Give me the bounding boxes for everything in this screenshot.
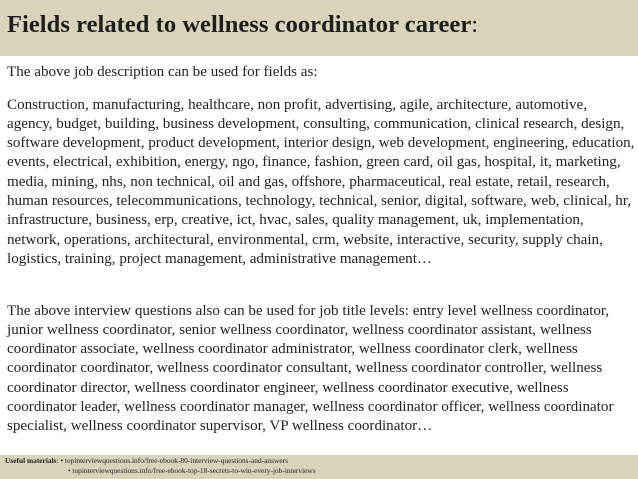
levels-paragraph: The above interview questions also can be used for job title levels: entry level wellness coordinator, junior wellness coordinator, senior wellness coordinator, wellness coordinator assistant, wellness coordinator associate, wellness coordinator administrator, wellness coordinator clerk, wellness coordinator coordinator, wellness coordinator consultant, wellness coordinator controller, wellness coordinator director, wellness coordinator engineer, wellness coordinator executive, wellness coordinator leader, wellness coordinator manager, wellness coordinator officer, wellness coordinator specialist, wellness coordinator supervisor, VP wellness coordinator…	[7, 302, 614, 435]
page-title-text: Fields related to wellness coordinator career	[7, 11, 472, 38]
title-bar	[0, 0, 638, 56]
footer-link-2[interactable]: • topinterviewquestions.info/free-ebook-top-18-secrets-to-win-every-job-interviews	[68, 466, 316, 475]
footer-link-1[interactable]: • topinterviewquestions.info/free-ebook-80-interview-questions-and-answers	[60, 456, 288, 465]
footer-line-2	[5, 466, 316, 476]
footer-line-1	[5, 456, 288, 466]
footer-label: Useful materials	[5, 456, 57, 465]
footer-separator: :	[56, 456, 61, 465]
page-title	[7, 11, 478, 39]
intro-paragraph: The above job description can be used for fields as:	[7, 64, 318, 80]
page-title-colon: :	[471, 11, 479, 38]
fields-paragraph: Construction, manufacturing, healthcare, non profit, advertising, agile, architecture, automotive, agency, budget, building, business development, consulting, communication, clinical research, design, software development, product development, interior design, web development, engineering, education, events, electrical, exhibition, energy, ngo, finance, fashion, green card, oil gas, hospital, it, marketing, media, mining, nhs, non technical, oil and gas, offshore, pharmaceutical, real estate, retail, research, human resources, telecommunications, technology, technical, senior, digital, software, web, clinical, hr, infrastructure, business, erp, creative, ict, hvac, sales, quality management, uk, implementation, network, operations, architectural, environmental, crm, website, interactive, security, supply chain, logistics, training, project management, administrative management…	[7, 96, 635, 267]
footer	[0, 455, 638, 479]
